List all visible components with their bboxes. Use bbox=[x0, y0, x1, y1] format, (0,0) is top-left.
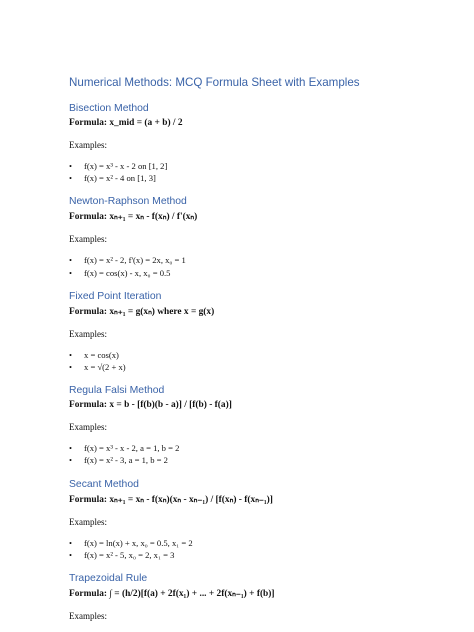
section-heading: Fixed Point Iteration bbox=[69, 290, 162, 302]
list-item bbox=[69, 454, 449, 466]
formula-section bbox=[69, 479, 449, 561]
list-item bbox=[69, 254, 449, 266]
bullet-icon: • bbox=[69, 255, 73, 266]
example-text: x = √(2 + x) bbox=[84, 362, 126, 373]
examples-list bbox=[69, 160, 449, 184]
section-heading: Newton-Raphson Method bbox=[69, 196, 187, 208]
formula-section bbox=[69, 573, 449, 621]
examples-label: Examples: bbox=[69, 234, 107, 245]
bullet-icon: • bbox=[69, 537, 73, 548]
example-text: f(x) = x² - 4 on [1, 3] bbox=[84, 173, 156, 184]
formula-section bbox=[69, 385, 449, 466]
formula-text: Formula: xₙ₊₁ = xₙ - f(xₙ)(xₙ - xₙ₋₁) / [f(xₙ) - f(xₙ₋₁)] bbox=[69, 494, 273, 505]
examples-list bbox=[69, 442, 449, 466]
list-item bbox=[69, 537, 449, 549]
examples-label: Examples: bbox=[69, 516, 107, 527]
bullet-icon: • bbox=[69, 267, 73, 278]
bullet-icon: • bbox=[69, 455, 73, 466]
section-heading: Trapezoidal Rule bbox=[69, 573, 148, 585]
example-text: x = cos(x) bbox=[84, 349, 119, 360]
formula-text: Formula: x_mid = (a + b) / 2 bbox=[69, 118, 183, 128]
bullet-icon: • bbox=[69, 173, 73, 184]
section-heading: Secant Method bbox=[69, 478, 139, 490]
example-text: f(x) = cos(x) - x, x₀ = 0.5 bbox=[84, 267, 171, 278]
bullet-icon: • bbox=[69, 362, 73, 373]
list-item bbox=[69, 442, 449, 454]
list-item bbox=[69, 267, 449, 279]
bullet-icon: • bbox=[69, 443, 73, 454]
formula-text: Formula: x = b - [f(b)(b - a)] / [f(b) - f(a)] bbox=[69, 400, 232, 411]
example-text: f(x) = x² - 2, f'(x) = 2x, x₀ = 1 bbox=[84, 255, 186, 266]
examples-list bbox=[69, 537, 449, 561]
section-heading: Bisection Method bbox=[69, 103, 149, 114]
list-item bbox=[69, 349, 449, 361]
section-heading: Regula Falsi Method bbox=[69, 385, 165, 397]
examples-label: Examples: bbox=[69, 328, 107, 339]
example-text: f(x) = ln(x) + x, x₀ = 0.5, x₁ = 2 bbox=[84, 537, 193, 548]
formula-text: Formula: ∫ = (h/2)[f(a) + 2f(x₁) + ... + 2f(xₙ₋₁) + f(b)] bbox=[69, 589, 275, 600]
examples-list bbox=[69, 254, 449, 278]
document-title: Numerical Methods: MCQ Formula Sheet with Examples bbox=[69, 76, 360, 89]
formula-section bbox=[69, 196, 449, 278]
bullet-icon: • bbox=[69, 349, 73, 360]
bullet-icon: • bbox=[69, 161, 73, 171]
sections-container bbox=[69, 103, 449, 621]
list-item bbox=[69, 549, 449, 561]
example-text: f(x) = x² - 5, x₀ = 2, x₁ = 3 bbox=[84, 549, 175, 560]
examples-label: Examples: bbox=[69, 140, 107, 150]
list-item bbox=[69, 361, 449, 373]
document-content bbox=[69, 76, 449, 631]
formula-text: Formula: xₙ₊₁ = xₙ - f(xₙ) / f'(xₙ) bbox=[69, 212, 198, 223]
example-text: f(x) = x² - 3, a = 1, b = 2 bbox=[84, 455, 168, 466]
examples-label: Examples: bbox=[69, 422, 107, 433]
examples-label: Examples: bbox=[69, 611, 107, 622]
formula-section bbox=[69, 103, 449, 184]
formula-text: Formula: xₙ₊₁ = g(xₙ) where x = g(x) bbox=[69, 306, 215, 317]
example-text: f(x) = x³ - x - 2 on [1, 2] bbox=[84, 161, 168, 171]
examples-list bbox=[69, 349, 449, 373]
list-item bbox=[69, 172, 449, 184]
formula-section bbox=[69, 291, 449, 373]
list-item bbox=[69, 160, 449, 172]
example-text: f(x) = x³ - x - 2, a = 1, b = 2 bbox=[84, 443, 180, 454]
bullet-icon: • bbox=[69, 549, 73, 560]
